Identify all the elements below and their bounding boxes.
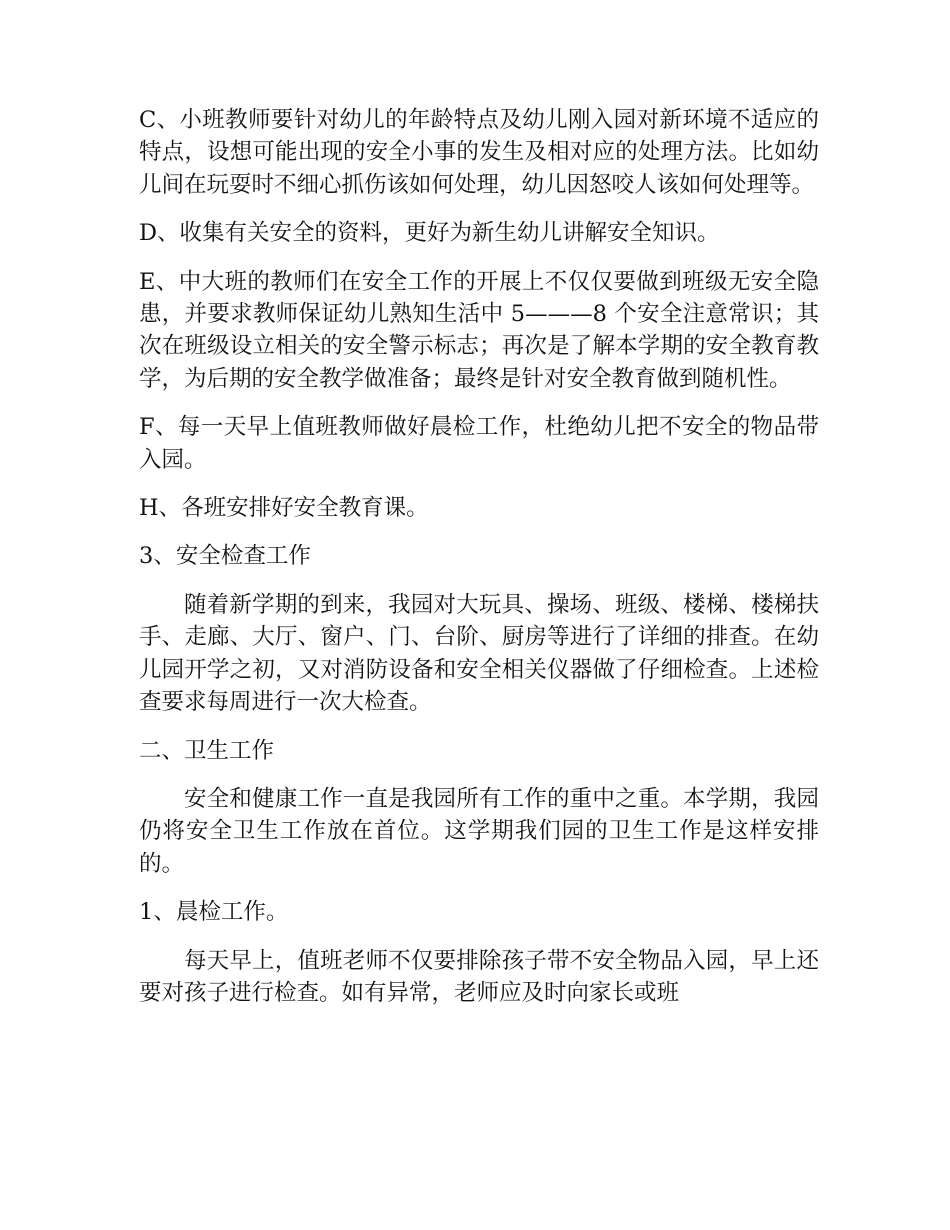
paragraph-hygiene: 安全和健康工作一直是我园所有工作的重中之重。本学期，我园仍将安全卫生工作放在首位。这学期我们园的卫生工作是这样安排的。 <box>139 785 819 877</box>
paragraph-inspection: 随着新学期的到来，我园对大玩具、操场、班级、楼梯、楼梯扶手、走廊、大厅、窗户、门、台阶、厨房等进行了详细的排查。在幼儿园开学之初，又对消防设备和安全相关仪器做了仔细检查。上述检查要求每周进行一次大检查。 <box>139 591 819 716</box>
paragraph-morning-check: 每天早上，值班老师不仅要排除孩子带不安全物品入园，早上还要对孩子进行检查。如有异常，老师应及时向家长或班 <box>139 947 819 1006</box>
paragraph-c: C、小班教师要针对幼儿的年龄特点及幼儿刚入园对新环境不适应的特点，设想可能出现的安全小事的发生及相对应的处理方法。比如幼儿间在玩耍时不细心抓伤该如何处理，幼儿因怒咬人该如何处理等。 <box>139 107 819 198</box>
paragraph-f: F、每一天早上值班教师做好晨检工作，杜绝幼儿把不安全的物品带入园。 <box>139 414 819 473</box>
paragraph-h: H、各班安排好安全教育课。 <box>139 495 429 522</box>
section-heading-morning-check: 1、晨检工作。 <box>139 899 289 926</box>
section-heading-hygiene: 二、卫生工作 <box>139 737 275 764</box>
section-heading-safety-inspection: 3、安全检查工作 <box>139 543 311 570</box>
paragraph-e: E、中大班的教师们在安全工作的开展上不仅仅要做到班级无安全隐患，并要求教师保证幼儿熟知生活中 5———8 个安全注意常识；其次在班级设立相关的安全警示标志；再次是了解本学期的安全教育教学，为后期的安全教学做准备；最终是针对安全教育做到随机性。 <box>139 268 819 392</box>
document-body <box>139 104 819 1025</box>
paragraph-d: D、收集有关安全的资料，更好为新生幼儿讲解安全知识。 <box>139 220 720 247</box>
